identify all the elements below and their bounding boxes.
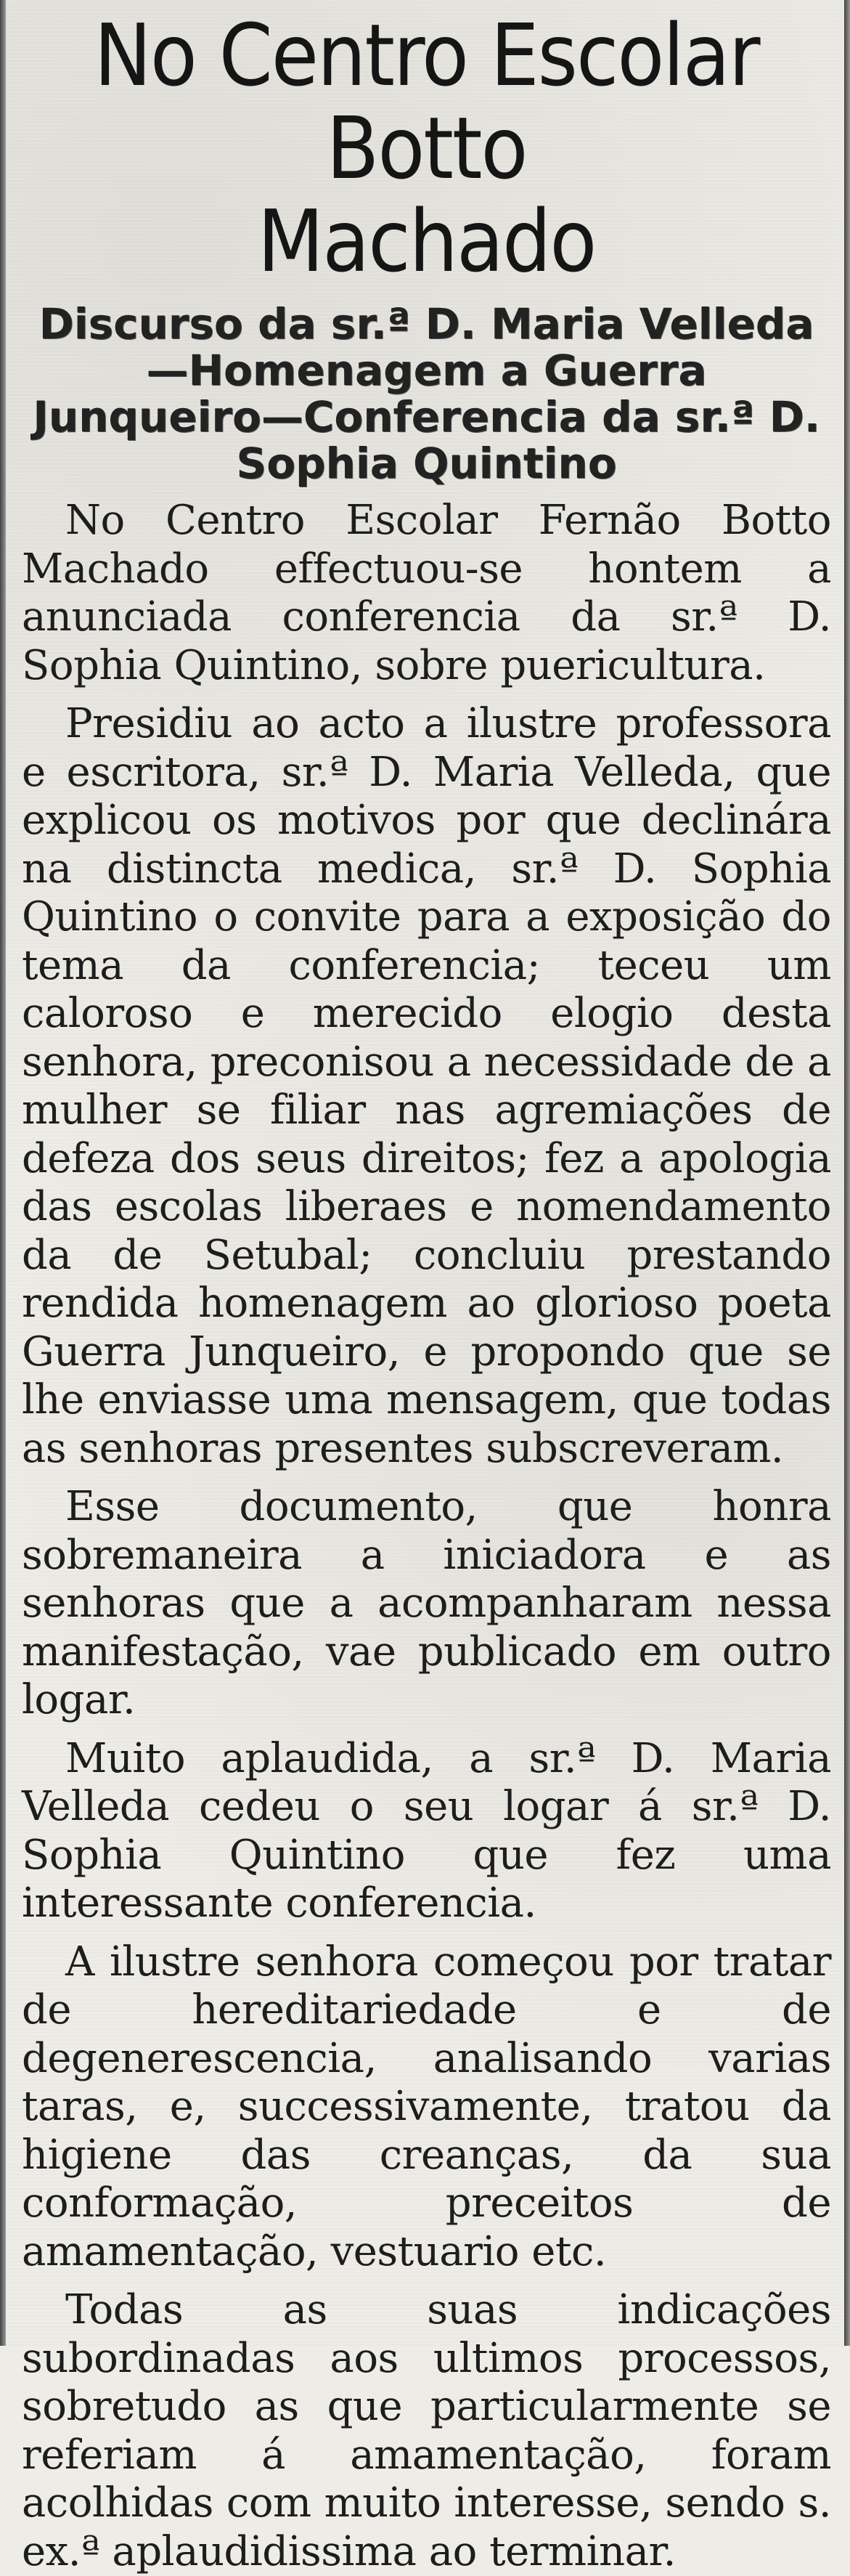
paragraph-1: No Centro Escolar Fernão Botto Machado effectuou-se hontem a anunciada conferencia da sr.ª D. Sophia Quintino, sobre puericultura. [22, 497, 831, 689]
paragraph-3: Esse documento, que honra sobremaneira a iniciadora e as senhoras que a acompanharam nessa manifestação, vae publicado em outro logar. [22, 1483, 831, 1723]
subheading: Discurso da sr.ª D. Maria Velleda—Homenagem a Guerra Junqueiro—Conferencia da sr.ª D. Sophia Quintino [33, 299, 820, 488]
headline-line-2: Machado [257, 191, 596, 291]
paragraph-4: Muito aplaudida, a sr.ª D. Maria Velleda cedeu o seu logar á sr.ª D. Sophia Quintino que fez uma interessante conferencia. [22, 1734, 831, 1927]
paragraph-5: A ilustre senhora começou por tratar de hereditariedade e de degenerescencia, analisando varias taras, e, successivamente, tratou da higiene das creanças, da sua conformação, preceitos de amamentação, vestuario etc. [22, 1938, 831, 2275]
left-column-rule [0, 0, 6, 2346]
paragraph-2: Presidiu ao acto a ilustre professora e escritora, sr.ª D. Maria Velleda, que explicou os motivos por que declinára na distincta medica, sr.ª D. Sophia Quintino o convite para a exposição do tema da conferencia; teceu um caloroso e merecido elogio desta senhora, preconisou a necessidade de a mulher se filiar nas agremiações de defeza dos seus direitos; fez a apologia das escolas liberaes e nomendamento da de Setubal; concluiu prestando rendida homenagem ao glorioso poeta Guerra Junqueiro, e propondo que se lhe enviasse uma mensagem, que todas as senhoras presentes subscreveram. [22, 700, 831, 1472]
headline-line-1: No Centro Escolar Botto [94, 5, 759, 198]
headline [22, 0, 831, 291]
article-column [22, 0, 831, 2575]
paragraph-6: Todas as suas indicações subordinadas aos ultimos processos, sobretudo as que particularmente se referiam á amamentação, foram acolhidas com muito interesse, sendo s. ex.ª aplaudidissima ao terminar. [22, 2286, 831, 2575]
right-column-rule [844, 0, 850, 2346]
